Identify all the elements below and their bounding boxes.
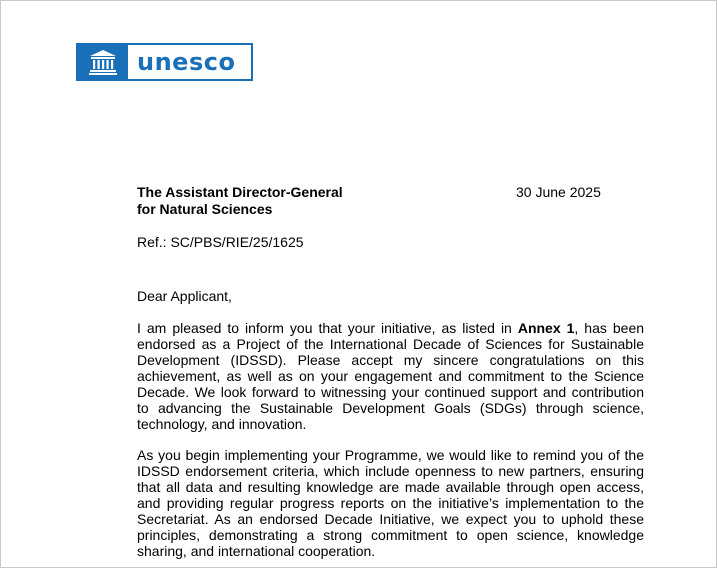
sender-title-line2: for Natural Sciences <box>137 201 273 217</box>
sender-title-line1: The Assistant Director-General <box>137 184 343 200</box>
temple-icon <box>78 45 128 79</box>
body-paragraph-1 <box>137 320 644 432</box>
logo-wordmark: unesco <box>137 48 236 76</box>
letter-date: 30 June 2025 <box>516 184 601 200</box>
unesco-logo <box>76 43 253 81</box>
reference-number: Ref.: SC/PBS/RIE/25/1625 <box>137 234 304 250</box>
paragraph-1-after: , has been endorsed as a Project of the International Decade of Sciences for Sustainable Development (IDSSD). Please accept my sincere congratulations on this achievement, as well as on your engagement and commitment to the Science Decade. We look forward to witnessing your continued support and contribution to advancing the Sustainable Development Goals (SDGs) through science, technology, and innovation. <box>137 320 645 432</box>
annex-reference: Annex 1 <box>517 320 575 336</box>
body-paragraph-2: As you begin implementing your Programme, we would like to remind you of the IDSSD endorsement criteria, which include openness to new partners, ensuring that all data and resulting knowledge are made available through open access, and providing regular progress reports on the initiative’s implementation to the Secretariat. As an endorsed Decade Initiative, we expect you to uphold these principles, demonstrating a strong commitment to open science, knowledge sharing, and international cooperation. <box>137 447 644 559</box>
paragraph-1-before: I am pleased to inform you that your initiative, as listed in <box>137 320 518 336</box>
salutation: Dear Applicant, <box>137 288 232 304</box>
sender-title <box>137 184 343 218</box>
